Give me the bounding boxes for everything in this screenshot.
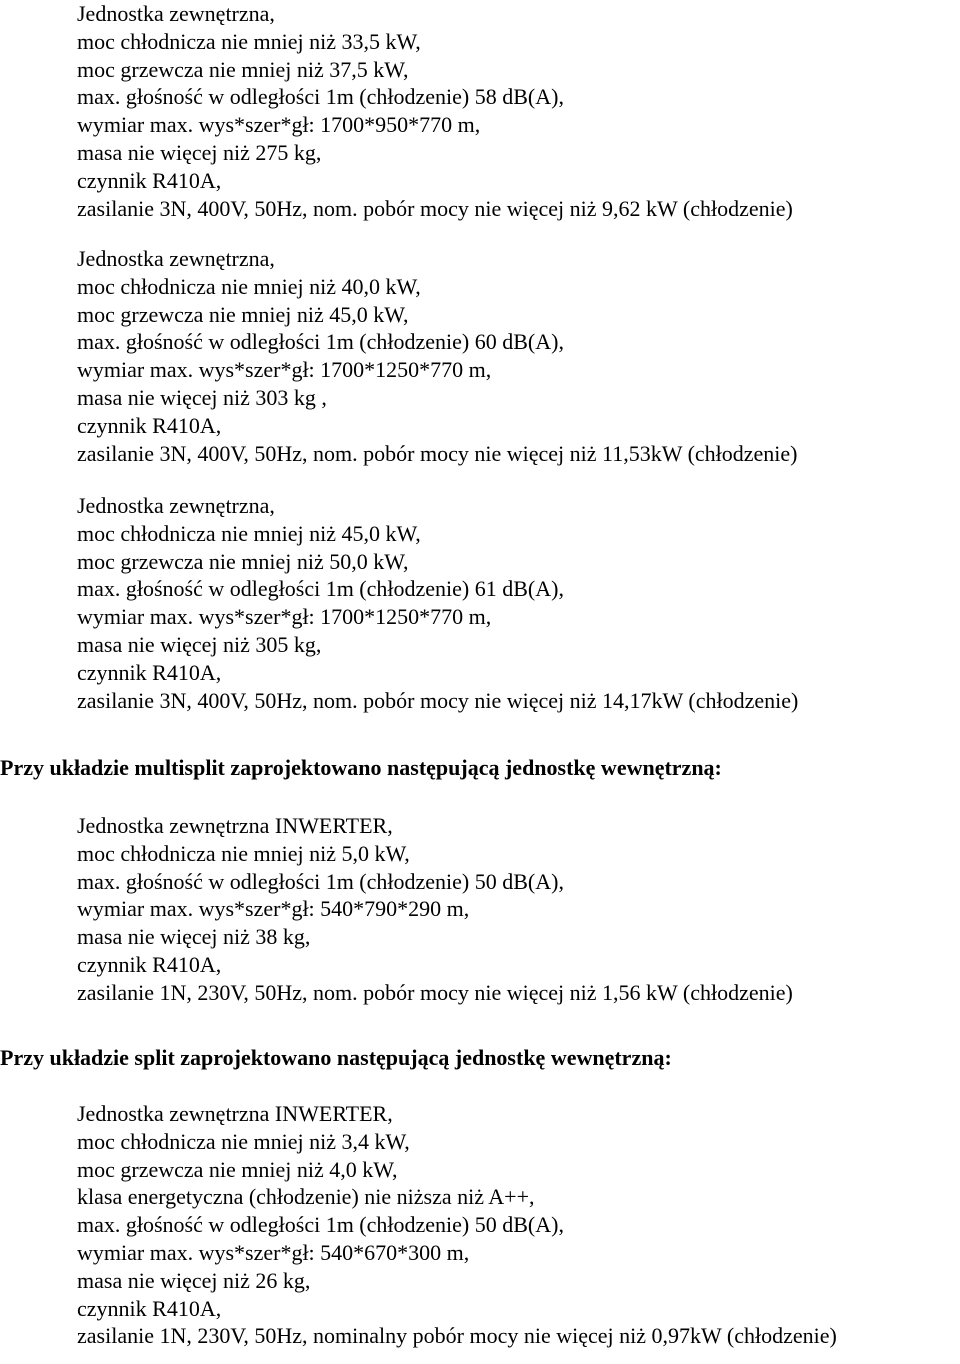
spec-line: moc grzewcza nie mniej niż 4,0 kW, — [77, 1156, 398, 1182]
spec-line: Jednostka zewnętrzna, — [77, 1, 275, 26]
spec-line: max. głośność w odległości 1m (chłodzenie) 60 dB(A), — [77, 329, 564, 355]
outdoor-unit-spec-1 — [77, 0, 957, 222]
spec-line: zasilanie 3N, 400V, 50Hz, nom. pobór mocy nie więcej niż 14,17kW (chłodzenie) — [77, 687, 799, 713]
spec-line: moc chłodnicza nie mniej niż 5,0 kW, — [77, 840, 410, 866]
split-heading: Przy układzie split zaprojektowano następującą jednostkę wewnętrzną: — [0, 1045, 672, 1070]
spec-line: moc chłodnicza nie mniej niż 40,0 kW, — [77, 273, 421, 299]
spec-line: Jednostka zewnętrzna INWERTER, — [77, 1101, 393, 1126]
spec-line: czynnik R410A, — [77, 167, 222, 193]
spec-line: moc grzewcza nie mniej niż 45,0 kW, — [77, 301, 409, 327]
spec-line: czynnik R410A, — [77, 659, 222, 685]
spec-line: czynnik R410A, — [77, 412, 222, 438]
outdoor-unit-spec-3 — [77, 492, 957, 714]
spec-line: moc grzewcza nie mniej niż 37,5 kW, — [77, 56, 409, 82]
spec-line: Jednostka zewnętrzna INWERTER, — [77, 813, 393, 838]
spec-line: wymiar max. wys*szer*gł: 1700*950*770 m, — [77, 112, 481, 138]
spec-line: czynnik R410A, — [77, 1295, 222, 1321]
spec-line: wymiar max. wys*szer*gł: 540*790*290 m, — [77, 896, 470, 922]
spec-line: max. głośność w odległości 1m (chłodzenie) 58 dB(A), — [77, 84, 564, 110]
spec-line: moc grzewcza nie mniej niż 50,0 kW, — [77, 548, 409, 574]
spec-line: masa nie więcej niż 38 kg, — [77, 924, 311, 950]
spec-line: masa nie więcej niż 26 kg, — [77, 1267, 311, 1293]
spec-line: czynnik R410A, — [77, 951, 222, 977]
spec-line: zasilanie 3N, 400V, 50Hz, nom. pobór mocy nie więcej niż 9,62 kW (chłodzenie) — [77, 195, 793, 221]
outdoor-unit-spec-2 — [77, 245, 957, 467]
spec-line: masa nie więcej niż 275 kg, — [77, 139, 322, 165]
spec-line: zasilanie 1N, 230V, 50Hz, nom. pobór mocy nie więcej niż 1,56 kW (chłodzenie) — [77, 979, 793, 1005]
spec-line: masa nie więcej niż 305 kg, — [77, 631, 322, 657]
spec-line: max. głośność w odległości 1m (chłodzenie) 50 dB(A), — [77, 868, 564, 894]
spec-line: moc chłodnicza nie mniej niż 45,0 kW, — [77, 520, 421, 546]
spec-line: max. głośność w odległości 1m (chłodzenie) 61 dB(A), — [77, 576, 564, 602]
spec-line: masa nie więcej niż 303 kg , — [77, 384, 327, 410]
spec-line: wymiar max. wys*szer*gł: 1700*1250*770 m, — [77, 604, 492, 630]
spec-line: moc chłodnicza nie mniej niż 3,4 kW, — [77, 1128, 410, 1154]
spec-line: max. głośność w odległości 1m (chłodzenie) 50 dB(A), — [77, 1212, 564, 1238]
spec-line: klasa energetyczna (chłodzenie) nie niższa niż A++, — [77, 1184, 535, 1210]
multisplit-heading: Przy układzie multisplit zaprojektowano następującą jednostkę wewnętrzną: — [0, 755, 722, 780]
spec-line: zasilanie 3N, 400V, 50Hz, nom. pobór mocy nie więcej niż 11,53kW (chłodzenie) — [77, 440, 798, 466]
spec-line: Jednostka zewnętrzna, — [77, 246, 275, 271]
spec-line: wymiar max. wys*szer*gł: 540*670*300 m, — [77, 1239, 470, 1265]
split-indoor-unit-spec — [77, 1100, 957, 1350]
spec-line: wymiar max. wys*szer*gł: 1700*1250*770 m, — [77, 357, 492, 383]
spec-line: Jednostka zewnętrzna, — [77, 493, 275, 518]
spec-line: zasilanie 1N, 230V, 50Hz, nominalny pobór mocy nie więcej niż 0,97kW (chłodzenie) — [77, 1323, 837, 1349]
multisplit-indoor-unit-spec — [77, 812, 957, 1007]
spec-line: moc chłodnicza nie mniej niż 33,5 kW, — [77, 28, 421, 54]
